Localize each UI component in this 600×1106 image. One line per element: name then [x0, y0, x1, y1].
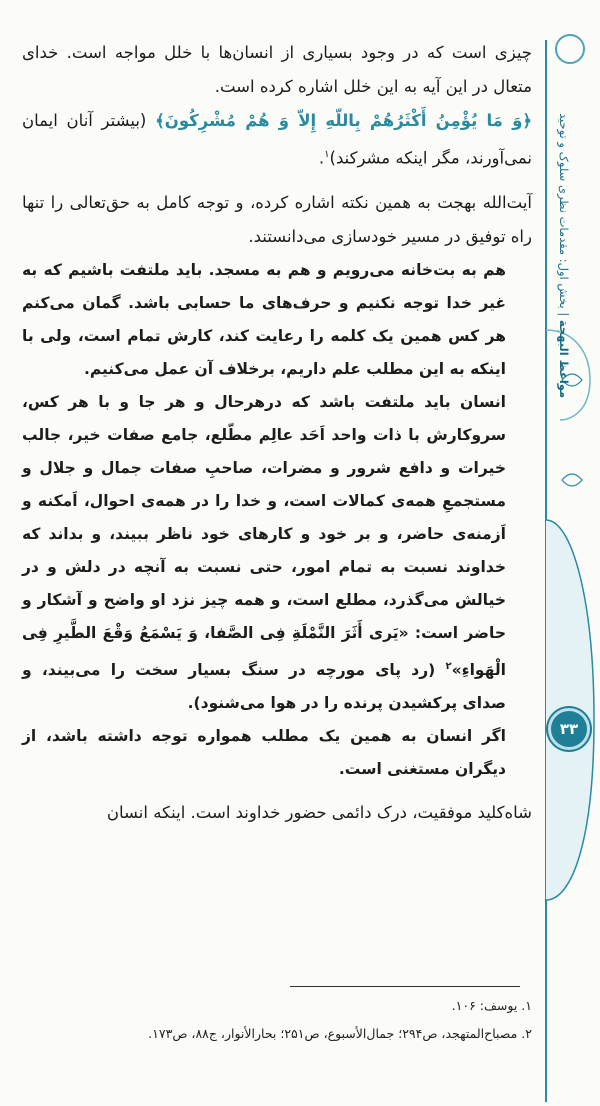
quote-block-3: اگر انسان به همین یک مطلب همواره توجه داشته باشد، از دیگران مستغنی است. [22, 726, 506, 778]
paragraph-verse: ﴿وَ مَا یُؤْمِنُ أَکْثَرُهُمْ بِاللّهِ إِلاّ وَ هُمْ مُشْرِکُونَ﴾ (بیشتر آنان ایمان نمی‌آورند، مگر اینکه مشرکند)$^۱$. [22, 111, 532, 168]
paragraph-conclusion: شاه‌کلید موفقیت، درک دائمی حضور خداوند است. اینکه انسان [106, 802, 532, 822]
footnote-divider [290, 986, 520, 987]
footnote-2: ۲. مصباح‌المتهجد، ص۲۹۴؛ جمال‌الأسبوع، ص۲۵۱؛ بحارالأنوار، ج۸۸، ص۱۷۳. [148, 1026, 532, 1041]
page-number: ۳۳ [548, 708, 590, 750]
paragraph-intro: چیزی است که در وجود بسیاری از انسان‌ها با خلل مواجه است. خدای متعال در این آیه به این خلل اشاره کرده است. [22, 43, 532, 96]
page-body [22, 36, 532, 830]
book-title: مواعظ البهجة [557, 319, 571, 398]
section-title: بخش اول: مقدمات نظری سلوک و توحید [557, 112, 571, 309]
quote-block-1: هم به بت‌خانه می‌رویم و هم به مسجد. باید ملتفت باشیم که به غیر خدا توجه نکنیم و حرف‌های ما حسابی باشد. گمان می‌کنم هر کس همین یک کلمه را رعایت کند، کارش تمام است، ولی با اینکه به این مطلب علم داریم، برخلاف آن عمل می‌کنیم. [22, 260, 506, 378]
footnote-ref-2: ۲ [445, 660, 452, 672]
paragraph-bahjat: آیت‌الله بهجت به همین نکته اشاره کرده، و توجه کامل به حق‌تعالی را تنها راه توفیق در مسیر خودسازی می‌دانستند. [22, 192, 532, 246]
quran-verse: ﴿وَ مَا یُؤْمِنُ أَکْثَرُهُمْ بِاللّهِ إِلاّ وَ هُمْ مُشْرِکُونَ﴾ [155, 111, 532, 130]
footnote-ref-1: ۱ [324, 149, 330, 160]
quote-block-2-main: انسان باید ملتفت باشد که درهرحال و هر جا و با هر کس، سروکارش با ذات واحد اَحَد عالِم مطّلع، جامع صفات خیر، جالب خیرات و دافع شرور و مضرات، صاحبِ صفات جمال و جلال و مستجمعِ همه‌ی کمالات است، و خدا را در همه‌ی احوال، اَمکنه و اَزمنه‌ی حاضر، و بر خود و کارهای خود ناظر ببیند، و بداند که خداوند نسبت به تمام امور، حتی نسبت به آنچه در دلش و در خیالش می‌گذرد، مطلع است، و همه چیز نزد او واضح و آشکار و حاضر است: «یَری أَثَرَ النَّمْلَةِ فِی الصَّفا، وَ یَسْمَعُ وَقْعَ الطَّیرِ فِی الْهَواءِ» [22, 392, 506, 679]
running-header [541, 48, 571, 398]
verse-translation: (بیشتر آنان ایمان نمی‌آورند، مگر اینکه مشرکند) [22, 111, 532, 168]
quote-block-2-translation: (رد پای مورچه در سنگ بسیار سخت را می‌بیند، و صدای پرکشیدن پرنده را در هوا می‌شنود). [22, 660, 506, 712]
footnotes [22, 992, 532, 1048]
quote-block-2 [22, 386, 532, 720]
footnote-1: ۱. یوسف: ۱۰۶. [451, 998, 532, 1013]
header-separator: | [557, 312, 571, 317]
